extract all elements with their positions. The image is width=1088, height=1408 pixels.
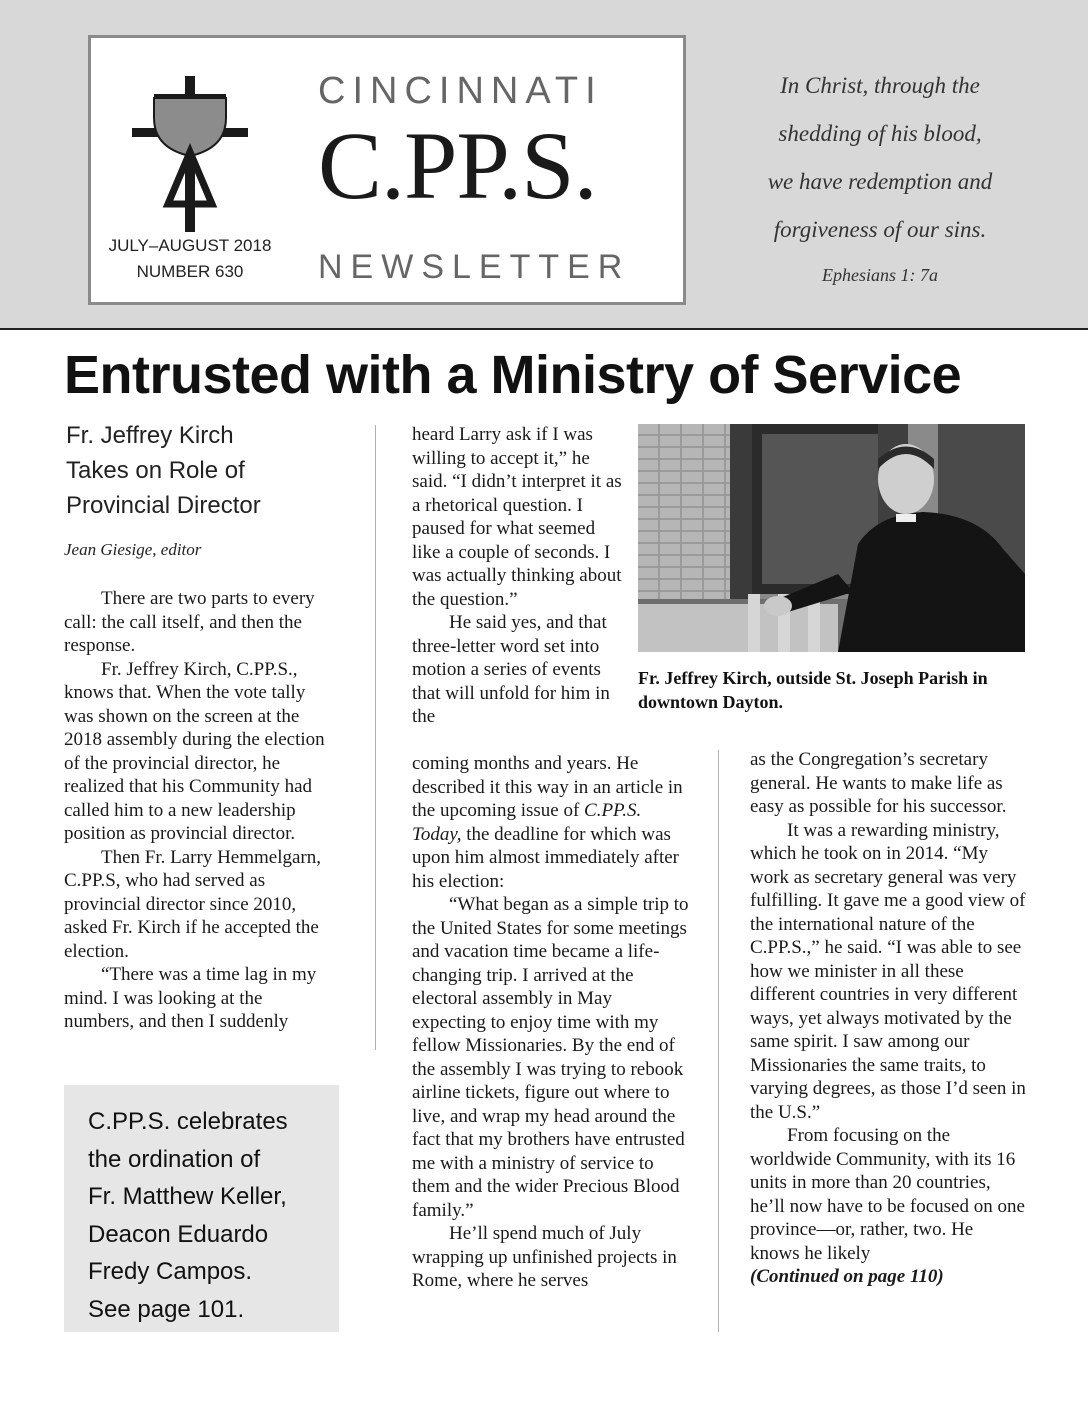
subhead-line: Provincial Director: [66, 492, 261, 519]
scripture-line: forgiveness of our sins.: [773, 217, 987, 242]
callout-line: Fr. Matthew Keller,: [88, 1183, 287, 1210]
scripture-line: we have redemption and: [767, 169, 993, 194]
text-run: coming months and years. He described it this way in an article in the upcoming issue of: [412, 753, 683, 821]
callout-line: the ordination of: [88, 1145, 261, 1173]
paragraph: There are two parts to every call: the call itself, and then the response.: [64, 588, 315, 656]
article-column-2-top: [412, 423, 622, 729]
paragraph: “What began as a simple trip to the United States for some meetings and vacation time became a life-changing trip. I arrived at the electoral assembly in May expecting to enjoy time with my fellow Missionaries. By the end of the assembly I was trying to rebook airline tickets, figure out where to live, and wrap my head around the fact that my brothers have entrusted me with a ministry of service to them and the wider Precious Blood family.”: [412, 894, 689, 1221]
paragraph: heard Larry ask if I was willing to accept it,” he said. “I didn’t interpret it as a rhetorical question. I paused for what seemed like a couple of seconds. I was actually thinking about the question.”: [412, 424, 622, 610]
paragraph: It was a rewarding ministry, which he took on in 2014. “My work as secretary general was very fulfilling. It gave me a good view of the international nature of the C.PP.S.,” he said. “I was able to see how we minister in all these different countries in very different ways, yet always motivated by the same spirit. I saw among our Missionaries the same traits, to varying degrees, as those I’d seen in the U.S.”: [750, 819, 1026, 1123]
masthead-newsletter-word: NEWSLETTER: [318, 248, 631, 286]
paragraph: [412, 752, 690, 893]
photo-fr-kirch: [638, 424, 1025, 652]
callout-line: Deacon Eduardo: [88, 1220, 269, 1248]
callout-line: Fredy Campos.: [88, 1258, 253, 1285]
paragraph: Then Fr. Larry Hemmelgarn, C.PP.S, who had served as provincial director since 2010, asked Fr. Kirch if he accepted the election.: [64, 846, 322, 962]
article-column-2-bottom: [412, 752, 690, 1293]
paragraph: “There was a time lag in my mind. I was looking at the numbers, and then I suddenly: [64, 964, 317, 1032]
subhead-line: Takes on Role of: [66, 457, 245, 484]
article-headline: Entrusted with a Ministry of Service: [64, 345, 962, 405]
issue-number: NUMBER 630: [136, 262, 244, 281]
masthead-name: C.PP.S.: [318, 112, 597, 219]
issue-date: JULY–AUGUST 2018: [108, 236, 272, 255]
scripture-quote: [730, 62, 1030, 288]
paragraph: From focusing on the worldwide Community, with its 16 units in more than 20 countries, he’ll now have to be focused on one province—or, rather, two. He knows he likely: [750, 1125, 1025, 1264]
article-byline: Jean Giesige, editor: [64, 540, 202, 559]
article-column-1: [64, 587, 336, 1034]
masthead-city: CINCINNATI: [318, 70, 603, 112]
column-divider: [375, 425, 376, 1050]
paragraph: as the Congregation’s secretary general. He wants to make life as easy as possible for his successor.: [750, 749, 1007, 817]
scripture-line: In Christ, through the: [780, 73, 980, 98]
paragraph: He’ll spend much of July wrapping up unfinished projects in Rome, where he serves: [412, 1223, 677, 1291]
column-divider: [718, 750, 719, 1332]
article-subhead: [66, 418, 356, 523]
callout-text: [88, 1103, 328, 1328]
scripture-reference: Ephesians 1: 7a: [822, 265, 938, 285]
continued-note: (Continued on page 110): [750, 1266, 944, 1287]
publication-title: C.PP.S. Today,: [412, 800, 642, 845]
scripture-line: shedding of his blood,: [778, 121, 982, 146]
text-run: the deadline for which was upon him almost immediately after his election:: [412, 823, 679, 892]
callout-line: C.PP.S. celebrates: [88, 1108, 288, 1135]
article-column-3: [750, 748, 1026, 1289]
photo-caption: Fr. Jeffrey Kirch, outside St. Joseph Parish in downtown Dayton.: [638, 668, 988, 712]
callout-line: See page 101.: [88, 1295, 245, 1323]
chalice-cross-logo-icon: [132, 76, 248, 232]
subhead-line: Fr. Jeffrey Kirch: [66, 422, 234, 449]
paragraph: Fr. Jeffrey Kirch, C.PP.S., knows that. When the vote tally was shown on the screen at the 2018 assembly during the election of the provincial director, he realized that his Community had called him to a new leadership position as provincial director.: [64, 658, 325, 844]
paragraph: He said yes, and that three-letter word set into motion a series of events that will unfold for him in the: [412, 612, 610, 727]
